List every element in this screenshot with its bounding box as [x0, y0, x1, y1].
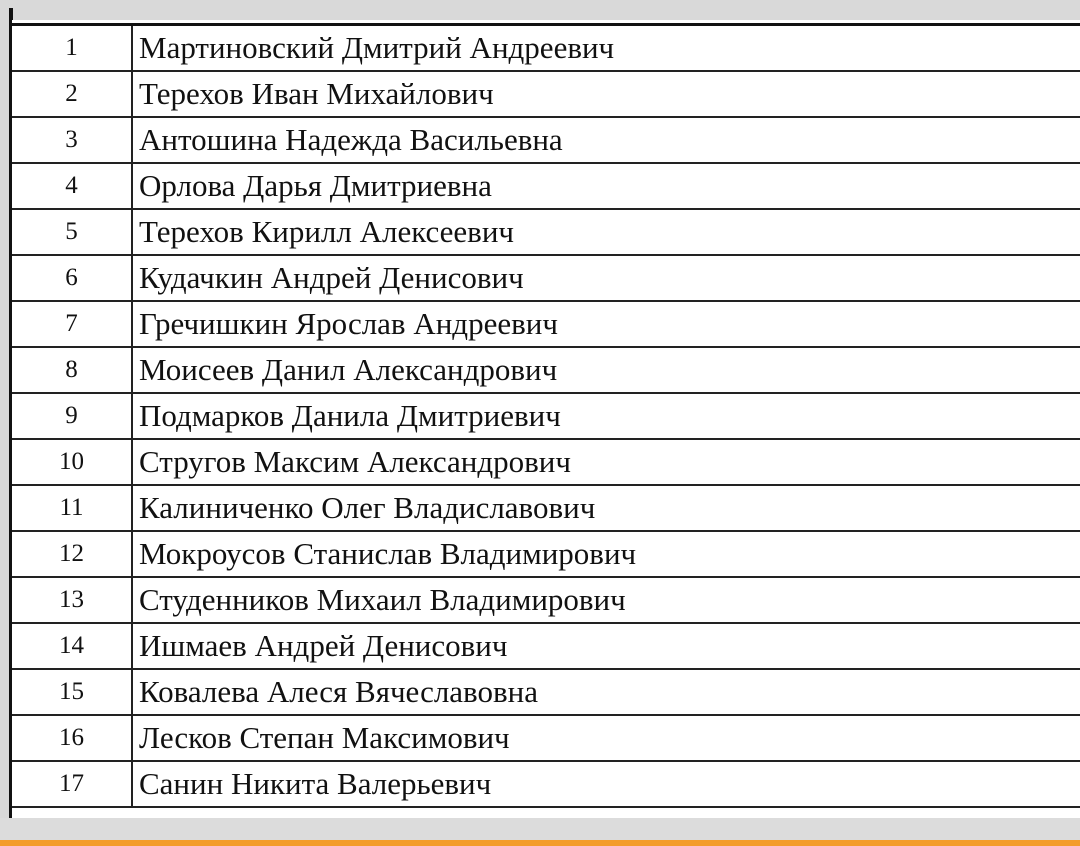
viewer-bottom-bar: [0, 818, 1080, 840]
person-name: Гречишкин Ярослав Андреевич: [132, 301, 1080, 347]
table-row: [12, 623, 1080, 669]
row-number: 15: [12, 669, 132, 715]
row-number: 1: [12, 25, 132, 72]
table-row: [12, 25, 1080, 72]
person-name: Подмарков Данила Дмитриевич: [132, 393, 1080, 439]
person-name: Орлова Дарья Дмитриевна: [132, 163, 1080, 209]
document-page: [12, 20, 1080, 818]
person-name: Терехов Иван Михайлович: [132, 71, 1080, 117]
table-row: [12, 439, 1080, 485]
accent-line: [0, 840, 1080, 846]
person-name: Мокроусов Станислав Владимирович: [132, 531, 1080, 577]
table-row: [12, 531, 1080, 577]
table-row: [12, 715, 1080, 761]
table-row: [12, 485, 1080, 531]
person-name: Студенников Михаил Владимирович: [132, 577, 1080, 623]
person-name: Терехов Кирилл Алексеевич: [132, 209, 1080, 255]
table-row: [12, 163, 1080, 209]
person-name: Санин Никита Валерьевич: [132, 761, 1080, 807]
row-number: 2: [12, 71, 132, 117]
table-row: [12, 71, 1080, 117]
table-row: [12, 255, 1080, 301]
row-number: 12: [12, 531, 132, 577]
table-row: [12, 209, 1080, 255]
table-row: [12, 393, 1080, 439]
table-row: [12, 577, 1080, 623]
name-table: [12, 23, 1080, 808]
person-name: Калиниченко Олег Владиславович: [132, 485, 1080, 531]
row-number: 16: [12, 715, 132, 761]
person-name: Ковалева Алеся Вячеславовна: [132, 669, 1080, 715]
table-row: [12, 761, 1080, 807]
person-name: Ишмаев Андрей Денисович: [132, 623, 1080, 669]
person-name: Антошина Надежда Васильевна: [132, 117, 1080, 163]
table-row: [12, 301, 1080, 347]
person-name: Моисеев Данил Александрович: [132, 347, 1080, 393]
person-name: Лесков Степан Максимович: [132, 715, 1080, 761]
row-number: 14: [12, 623, 132, 669]
row-number: 11: [12, 485, 132, 531]
row-number: 13: [12, 577, 132, 623]
row-number: 6: [12, 255, 132, 301]
row-number: 8: [12, 347, 132, 393]
table-row: [12, 117, 1080, 163]
row-number: 10: [12, 439, 132, 485]
row-number: 7: [12, 301, 132, 347]
row-number: 4: [12, 163, 132, 209]
table-row: [12, 347, 1080, 393]
row-number: 5: [12, 209, 132, 255]
row-number: 3: [12, 117, 132, 163]
table-row: [12, 669, 1080, 715]
person-name: Мартиновский Дмитрий Андреевич: [132, 25, 1080, 72]
person-name: Кудачкин Андрей Денисович: [132, 255, 1080, 301]
person-name: Стругов Максим Александрович: [132, 439, 1080, 485]
row-number: 9: [12, 393, 132, 439]
row-number: 17: [12, 761, 132, 807]
